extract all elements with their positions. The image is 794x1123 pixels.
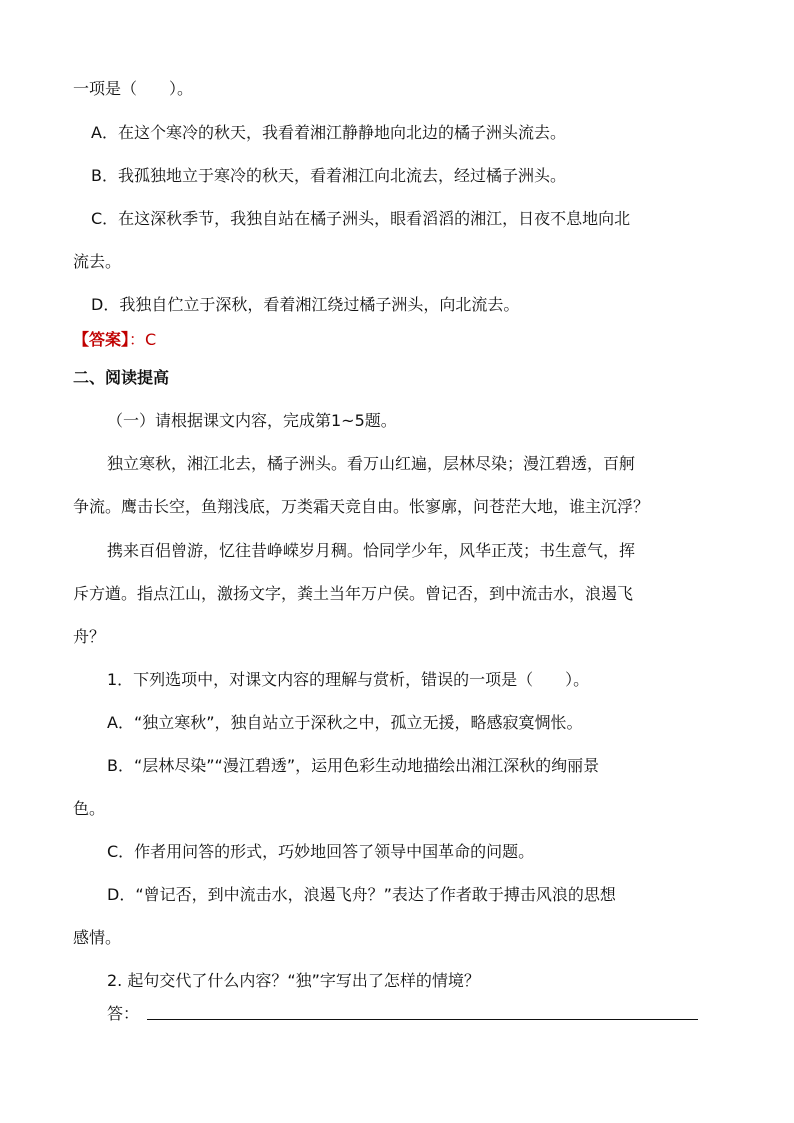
poem-line-5: 舟？: [73, 627, 106, 646]
poem-line-2: 争流。鹰击长空，鱼翔浅底，万类霜天竞自由。怅寥廓，问苍茫大地，谁主沉浮？: [73, 497, 650, 516]
poem-line-4: 斥方遒。指点江山，激扬文字，粪土当年万户侯。曾记否，到中流击水，浪遏飞: [73, 584, 634, 603]
answer-value: ：C: [129, 330, 157, 349]
poem-line-1: 独立寒秋，湘江北去，橘子洲头。看万山红遍，层林尽染；漫江碧透，百舸: [107, 454, 636, 473]
prev-option-c: C．在这深秋季节，我独自站在橘子洲头，眼看滔滔的湘江，日夜不息地向北: [91, 209, 631, 228]
prev-option-a: A．在这个寒冷的秋天，我看着湘江静静地向北边的橘子洲头流去。: [91, 123, 566, 142]
prev-question-stem-tail: 一项是（ ）。: [73, 79, 194, 98]
q2-stem: 2. 起句交代了什么内容？“独”字写出了怎样的情境？: [107, 971, 480, 990]
answer-label: 【答案】: [73, 330, 130, 349]
poem-line-3: 携来百侣曾游，忆往昔峥嵘岁月稠。恰同学少年，风华正茂；书生意气，挥: [107, 541, 636, 560]
answer-line: [73, 330, 156, 350]
q1-option-d: D．“曾记否，到中流击水，浪遏飞舟？”表达了作者敢于搏击风浪的思想: [107, 885, 616, 904]
prev-option-b: B．我孤独地立于寒冷的秋天，看着湘江向北流去，经过橘子洲头。: [91, 166, 566, 185]
q1-option-b: B．“层林尽染”“漫江碧透”，运用色彩生动地描绘出湘江深秋的绚丽景: [107, 756, 600, 775]
q1-stem: 1．下列选项中，对课文内容的理解与赏析，错误的一项是（ ）。: [107, 670, 590, 689]
q1-option-d-continued: 感情。: [73, 928, 122, 947]
q2-answer-prompt: 答：: [107, 1004, 140, 1023]
prev-option-c-continued: 流去。: [73, 252, 122, 271]
section-instruction: （一）请根据课文内容，完成第1~5题。: [107, 411, 397, 430]
q1-option-c: C．作者用问答的形式，巧妙地回答了领导中国革命的问题。: [107, 842, 535, 861]
q1-option-b-continued: 色。: [73, 799, 106, 818]
section-heading: 二、阅读提高: [73, 368, 170, 387]
prev-option-d: D．我独自伫立于深秋，看着湘江绕过橘子洲头，向北流去。: [91, 295, 520, 314]
q1-option-a: A．“独立寒秋”，独自站立于深秋之中，孤立无援，略感寂寞惆怅。: [107, 713, 583, 732]
answer-blank-line[interactable]: [147, 1019, 698, 1020]
